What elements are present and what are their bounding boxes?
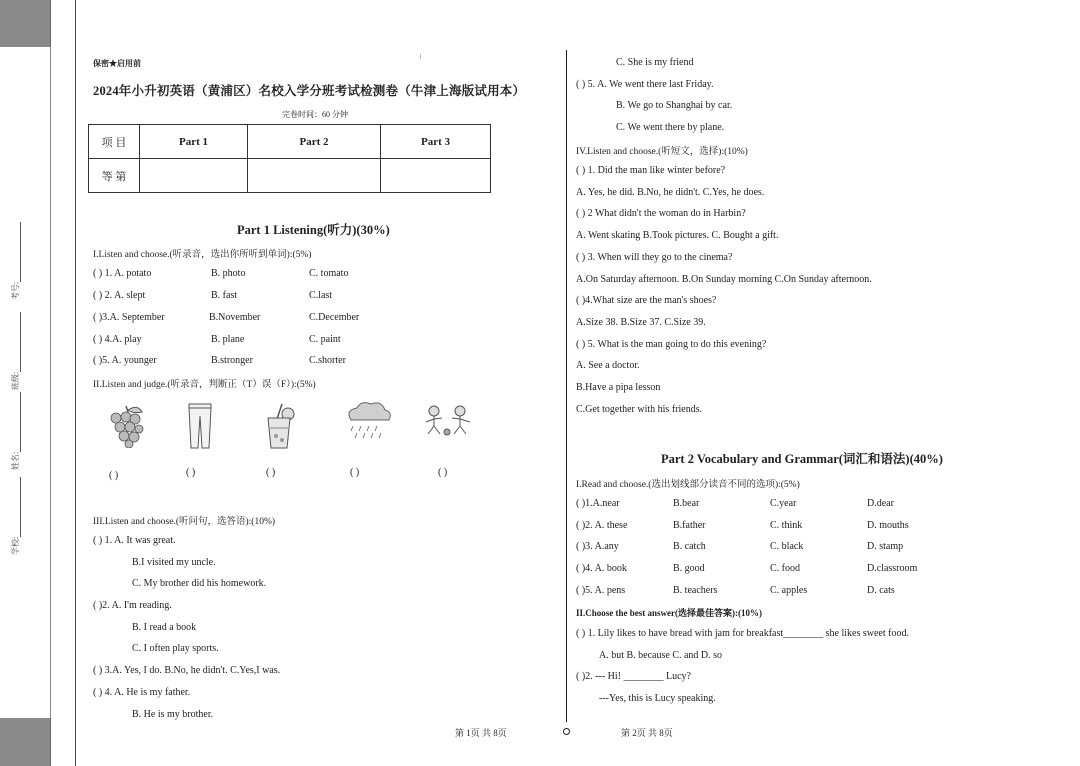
p2s1-q2: ( )2. A. these [576,520,628,531]
s4-line-2: A. Yes, he did. B.No, he didn't. C.Yes, he does. [576,187,765,198]
s4-line-9: ( ) 5. What is the man going to do this evening? [576,339,767,350]
r-top-1: C. She is my friend [616,57,694,68]
binding-line [75,0,76,766]
p2s1-q3-c: C. black [770,541,804,552]
p2s1-q1-c: C.year [770,498,797,509]
grade-row-label-level: 等 第 [89,159,140,193]
p2s1-q4-d: D.classroom [867,563,918,574]
grapes-icon [104,402,146,448]
s4-line-8: A.Size 38. B.Size 37. C.Size 39. [576,317,706,328]
p2s1-q5-c: C. apples [770,585,808,596]
s1-q4-c: C. paint [309,334,341,345]
s2-bracket-3[interactable]: ( ) [266,467,276,478]
s1-q2-b: B. fast [211,290,238,301]
r-top-3: B. We go to Shanghai by car. [616,100,733,111]
s2-bracket-2[interactable]: ( ) [186,467,196,478]
name-label: 姓名: [11,451,20,470]
s3-line-5: B. I read a book [132,622,197,633]
r-top-2: ( ) 5. A. We went there last Friday. [576,79,714,90]
class-label: 班级: [11,371,20,390]
s3-line-4: ( )2. A. I'm reading. [93,600,172,611]
exam-time: 完卷时间：60 分钟 [282,110,348,119]
s2-bracket-5[interactable]: ( ) [438,467,448,478]
p2s1-q2-b: B.father [673,520,706,531]
p2s2-line-4: ---Yes, this is Lucy speaking. [599,693,716,704]
p2s1-q3: ( )3. A.any [576,541,619,552]
p2s1-q5-b: B. teachers [673,585,718,596]
s3-line-8: ( ) 4. A. He is my father. [93,687,191,698]
grade-col-part2: Part 2 [248,125,381,159]
s4-line-10: A. See a doctor. [576,360,640,371]
p2s1-q5: ( )5. A. pens [576,585,626,596]
center-mark [563,728,570,735]
s3-line-7: ( ) 3.A. Yes, I do. B.No, he didn't. C.Yes,I was. [93,665,281,676]
p2s1-q4-c: C. food [770,563,800,574]
number-field[interactable] [10,222,21,300]
p2s1-q1-d: D.dear [867,498,894,509]
s1-q4: ( ) 4.A. play [93,334,142,345]
page-title: 2024年小升初英语（黄浦区）名校入学分班考试检测卷（牛津上海版试用本） [93,84,526,98]
p2-section2-title: II.Choose the best answer(选择最佳答案):(10%) [576,608,762,618]
p2s2-line-3: ( )2. --- Hi! ________ Lucy? [576,671,691,682]
s1-q1: ( ) 1. A. potato [93,268,152,279]
secret-label: 保密★启用前 [93,59,141,68]
gutter-panel [0,47,51,718]
grade-col-part3: Part 3 [381,125,491,159]
p2s1-q4: ( )4. A. book [576,563,627,574]
section4-title: IV.Listen and choose.(听短文，选择):(10%) [576,147,748,157]
s1-q1-c: C. tomato [309,268,349,279]
grade-col-part1: Part 1 [140,125,248,159]
school-field[interactable] [10,477,21,555]
p2s1-q1-b: B.bear [673,498,700,509]
rain-cloud-icon [343,400,393,442]
p2s2-line-2: A. but B. because C. and D. so [599,650,723,661]
trousers-icon [185,402,215,450]
page-number-left: 第 1页 共 8页 [455,728,507,738]
part1-heading: Part 1 Listening(听力)(30%) [237,223,390,237]
grade-cell-part2[interactable] [248,159,381,193]
section1-title: I.Listen and choose.(听录音，选出你所听到单词):(5%) [93,250,312,260]
p2s1-q4-b: B. good [673,563,705,574]
s1-q5-b: B.stronger [211,355,253,366]
s1-q5: ( )5. A. younger [93,355,157,366]
s1-q3: ( )3.A. September [93,312,165,323]
s4-line-12: C.Get together with his friends. [576,404,703,415]
s4-line-6: A.On Saturday afternoon. B.On Sunday morning C.On Sunday afternoon. [576,274,872,285]
s3-line-9: B. He is my brother. [132,709,214,720]
s1-q4-b: B. plane [211,334,245,345]
s4-line-4: A. Went skating B.Took pictures. C. Bought a gift. [576,230,779,241]
s3-line-1: ( ) 1. A. It was great. [93,535,176,546]
s1-q3-b: B.November [209,312,261,323]
s4-line-1: ( ) 1. Did the man like winter before? [576,165,726,176]
page-number-right: 第 2页 共 8页 [621,728,673,738]
r-top-4: C. We went there by plane. [616,122,725,133]
p2s1-q3-d: D. stamp [867,541,904,552]
juice-icon [262,402,298,452]
p2s1-q1: ( )1.A.near [576,498,620,509]
s4-line-7: ( )4.What size are the man's shoes? [576,295,717,306]
s4-line-11: B.Have a pipa lesson [576,382,661,393]
s2-bracket-1[interactable]: ( ) [109,470,119,481]
s3-line-2: B.I visited my uncle. [132,557,216,568]
s1-q2-c: C.last [309,290,333,301]
name-field[interactable] [10,392,21,470]
grade-cell-part1[interactable] [140,159,248,193]
gutter-strip-bottom [0,718,51,766]
s1-q5-c: C.shorter [309,355,346,366]
s4-line-3: ( ) 2 What didn't the woman do in Harbin? [576,208,746,219]
s1-q2: ( ) 2. A. slept [93,290,146,301]
school-label: 学校: [11,536,20,555]
part2-heading: Part 2 Vocabulary and Grammar(词汇和语法)(40%) [661,452,943,466]
s2-bracket-4[interactable]: ( ) [350,467,360,478]
section2-title: II.Listen and judge.(听录音，判断正（T）误（F）):(5%) [93,380,316,390]
binding-margin [0,0,50,766]
grade-row-label-item: 项 目 [89,125,140,159]
s1-q1-b: B. photo [211,268,246,279]
section3-title: III.Listen and choose.(听问句，选答语):(10%) [93,517,276,527]
s3-line-3: C. My brother did his homework. [132,578,267,589]
p2s1-q2-c: C. think [770,520,803,531]
p2s1-q3-b: B. catch [673,541,706,552]
children-playing-icon [422,404,478,440]
number-label: 考号: [11,281,20,300]
p2s2-line-1: ( ) 1. Lily likes to have bread with jam for breakfast________ she likes sweet food. [576,628,909,639]
s1-q3-c: C.December [309,312,360,323]
p2s1-q2-d: D. mouths [867,520,909,531]
p2s1-q5-d: D. cats [867,585,895,596]
grade-cell-part3[interactable] [381,159,491,193]
column-divider [566,50,567,722]
s3-line-6: C. I often play sports. [132,643,219,654]
s4-line-5: ( ) 3. When will they go to the cinema? [576,252,733,263]
class-field[interactable] [10,312,21,390]
grade-table [88,124,491,193]
p2-section1-title: I.Read and choose.(选出划线部分读音不同的选项):(5%) [576,480,800,490]
print-mark [420,54,421,59]
gutter-strip-top [0,0,51,47]
